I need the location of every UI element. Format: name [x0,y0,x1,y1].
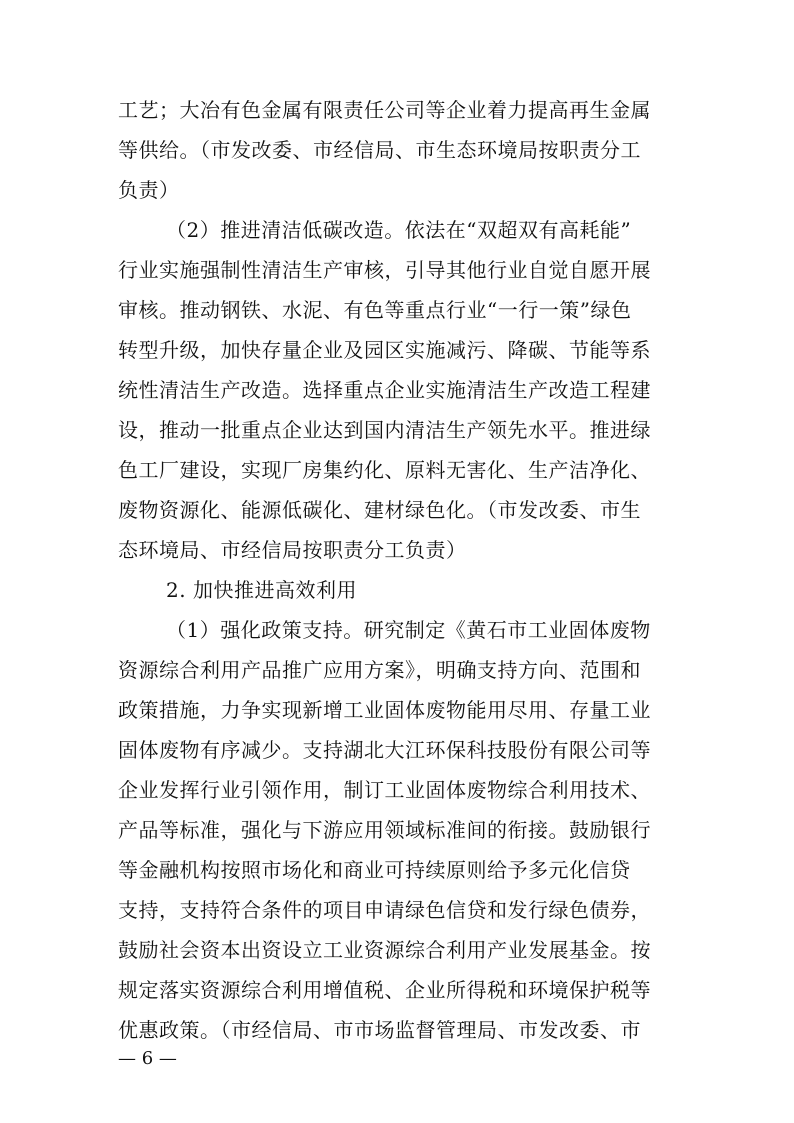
text-line: 鼓励社会资本出资设立工业资源综合利用产业发展基金。按 [118,938,651,962]
text-line: 转型升级，加快存量企业及园区实施减污、降碳、节能等系 [118,338,651,362]
text-line: 等金融机构按照市场化和商业可持续原则给予多元化信贷 [118,858,631,882]
text-line: 工艺；大冶有色金属有限责任公司等企业着力提高再生金属 [118,98,651,122]
text-line: 优惠政策。（市经信局、市市场监督管理局、市发改委、市 [118,1018,641,1042]
text-line: 态环境局、市经信局按职责分工负责） [118,538,467,562]
paragraph-start: （2）推进清洁低碳改造。依法在“双超双有高耗能” [166,218,632,242]
text-line: 色工厂建设，实现厂房集约化、原料无害化、生产洁净化、 [118,458,651,482]
text-line: 产品等标准，强化与下游应用领域标准间的衔接。鼓励银行 [118,818,651,842]
text-line: 资源综合利用产品推广应用方案》，明确支持方向、范围和 [118,658,641,682]
text-line: 支持，支持符合条件的项目申请绿色信贷和发行绿色债券， [118,898,651,922]
text-line: 审核。推动钢铁、水泥、有色等重点行业“一行一策”绿色 [118,298,632,322]
text-line: 行业实施强制性清洁生产审核，引导其他行业自觉自愿开展 [118,258,651,282]
text-line: 统性清洁生产改造。选择重点企业实施清洁生产改造工程建 [118,378,651,402]
page-number: — 6 — [118,1048,177,1069]
text-line: 负责） [118,178,180,202]
section-heading: 2. 加快推进高效利用 [166,578,357,602]
text-line: 设，推动一批重点企业达到国内清洁生产领先水平。推进绿 [118,418,651,442]
paragraph-start: （1）强化政策支持。研究制定《黄石市工业固体废物 [166,618,651,642]
text-line: 规定落实资源综合利用增值税、企业所得税和环境保护税等 [118,978,651,1002]
text-line: 固体废物有序减少。支持湖北大江环保科技股份有限公司等 [118,738,651,762]
text-line: 废物资源化、能源低碳化、建材绿色化。（市发改委、市生 [118,498,641,522]
text-line: 企业发挥行业引领作用，制订工业固体废物综合利用技术、 [118,778,651,802]
text-line: 等供给。（市发改委、市经信局、市生态环境局按职责分工 [118,138,641,162]
text-line: 政策措施，力争实现新增工业固体废物能用尽用、存量工业 [118,698,651,722]
